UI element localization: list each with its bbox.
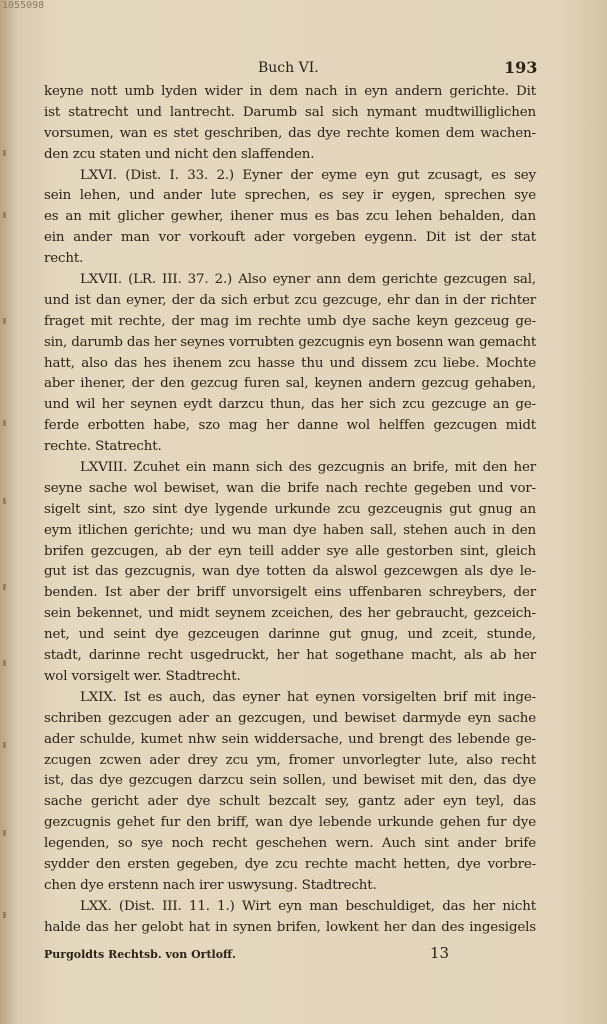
section-heading-line: LXVI. (Dist. I. 33. 2.) Eyner der eyme eyn gut zcusagt, es sey [80,167,536,183]
text-line: ferde erbotten habe, szo mag her danne wol helffen gezcugen midt [44,418,536,434]
section-heading-line: LXVIII. Zcuhet ein mann sich des gezcugnis an brife, mit den her [80,460,536,476]
section-heading-line: LXX. (Dist. III. 11. 1.) Wirt eyn man beschuldiget, das her nicht [80,898,536,914]
text-line: vorsumen, wan es stet geschriben, das dye rechte komen dem wachen- [44,125,536,141]
text-line: halde das her gelobt hat in synen brifen, lowkent her dan des ingesigels [44,919,536,935]
text-line: hatt, also das hes ihenem zcu hasse thu und dissem zcu liebe. Mochte [44,355,536,371]
signature-number: 13 [430,944,450,962]
text-line: sydder den ersten gegeben, dye zcu rechte macht hetten, dye vorbre- [44,856,536,872]
running-head: Buch VI. [258,60,319,76]
text-line: und ist dan eyner, der da sich erbut zcu gezcuge, ehr dan in der richter [44,292,536,308]
text-line: ist, das dye gezcugen darzcu sein sollen, und bewiset mit den, das dye [44,773,536,789]
body-text [44,82,536,939]
binding-mark [3,318,6,324]
text-line: den zcu staten und nicht den slaffenden. [44,146,315,162]
text-line: seyne sache wol bewiset, wan die brife nach rechte gegeben und vor- [44,480,536,496]
text-line: gezcugnis gehet fur den briff, wan dye lebende urkunde gehen fur dye [44,815,536,831]
text-line: aber ihener, der den gezcug furen sal, keynen andern gezcug gehaben, [44,376,536,392]
section-heading-line: LXIX. Ist es auch, das eyner hat eynen vorsigelten brif mit inge- [80,689,536,705]
text-line: net, und seint dye gezceugen darinne gut gnug, und zceit, stunde, [44,627,536,643]
section-heading-line: LXVII. (LR. III. 37. 2.) Also eyner ann dem gerichte gezcugen sal, [80,272,536,288]
text-line: sein bekennet, und midt seynem zceichen, des her gebraucht, gezceich- [44,606,536,622]
text-line: sein lehen, und ander lute sprechen, es sey ir eygen, sprechen sye [44,188,536,204]
text-line: ist statrecht und lantrecht. Darumb sal sich nymant mudtwilliglichen [44,104,536,120]
text-line: wol vorsigelt wer. Stadtrecht. [44,668,241,684]
text-line: es an mit glicher gewher, ihener mus es bas zcu lehen behalden, dan [44,209,536,225]
library-stamp: 1055098 [2,0,45,11]
page-header [0,56,607,80]
text-line: ein ander man vor vorkouft ader vorgeben eygenn. Dit ist der stat [44,230,536,246]
text-line: sache gericht ader dye schult bezcalt sey, gantz ader eyn teyl, das [44,794,536,810]
text-line: brifen gezcugen, ab der eyn teill adder sye alle gestorben sint, gleich [44,543,536,559]
text-line: zcugen zcwen ader drey zcu ym, fromer unvorlegter lute, also recht [44,752,536,768]
text-line: gut ist das gezcugnis, wan dye totten da alswol gezcewgen als dye le- [44,564,536,580]
binding-mark [3,742,6,748]
binding-mark [3,150,6,156]
text-line: chen dye erstenn nach irer uswysung. Stadtrecht. [44,877,377,893]
text-line: fraget mit rechte, der mag im rechte umb dye sache keyn gezceug ge- [44,313,536,329]
text-line: keyne nott umb lyden wider in dem nach in eyn andern gerichte. Dit [44,84,536,99]
text-line: recht. [44,251,84,267]
text-line: sin, darumb das her seynes vorrubten gezcugnis eyn bosenn wan gemacht [44,334,536,350]
binding-mark [3,830,6,836]
text-line: schriben gezcugen ader an gezcugen, und bewiset darmyde eyn sache [44,710,536,726]
text-line: benden. Ist aber der briff unvorsigelt eins uffenbaren schreybers, der [44,585,536,601]
binding-mark [3,584,6,590]
printer-signature: Purgoldts Rechtsb. von Ortloff. [44,948,236,961]
binding-mark [3,498,6,504]
page-footer [44,944,536,966]
binding-mark [3,660,6,666]
text-line: rechte. Statrecht. [44,439,162,455]
binding-mark [3,212,6,218]
text-line: ader schulde, kumet nhw sein widdersache, und brengt des lebende ge- [44,731,536,747]
binding-mark [3,912,6,918]
text-line: eym itlichen gerichte; und wu man dye haben sall, stehen auch in den [44,522,536,538]
text-line: und wil her seynen eydt darzcu thun, das her sich zcu gezcuge an ge- [44,397,536,413]
text-line: legenden, so sye noch recht geschehen wern. Auch sint ander brife [44,836,536,852]
text-line: sigelt sint, szo sint dye lygende urkunde zcu gezceugnis gut gnug an [44,501,536,517]
page-number: 193 [504,58,538,77]
binding-mark [3,420,6,426]
text-line: stadt, darinne recht usgedruckt, her hat sogethane macht, als ab her [44,648,536,664]
